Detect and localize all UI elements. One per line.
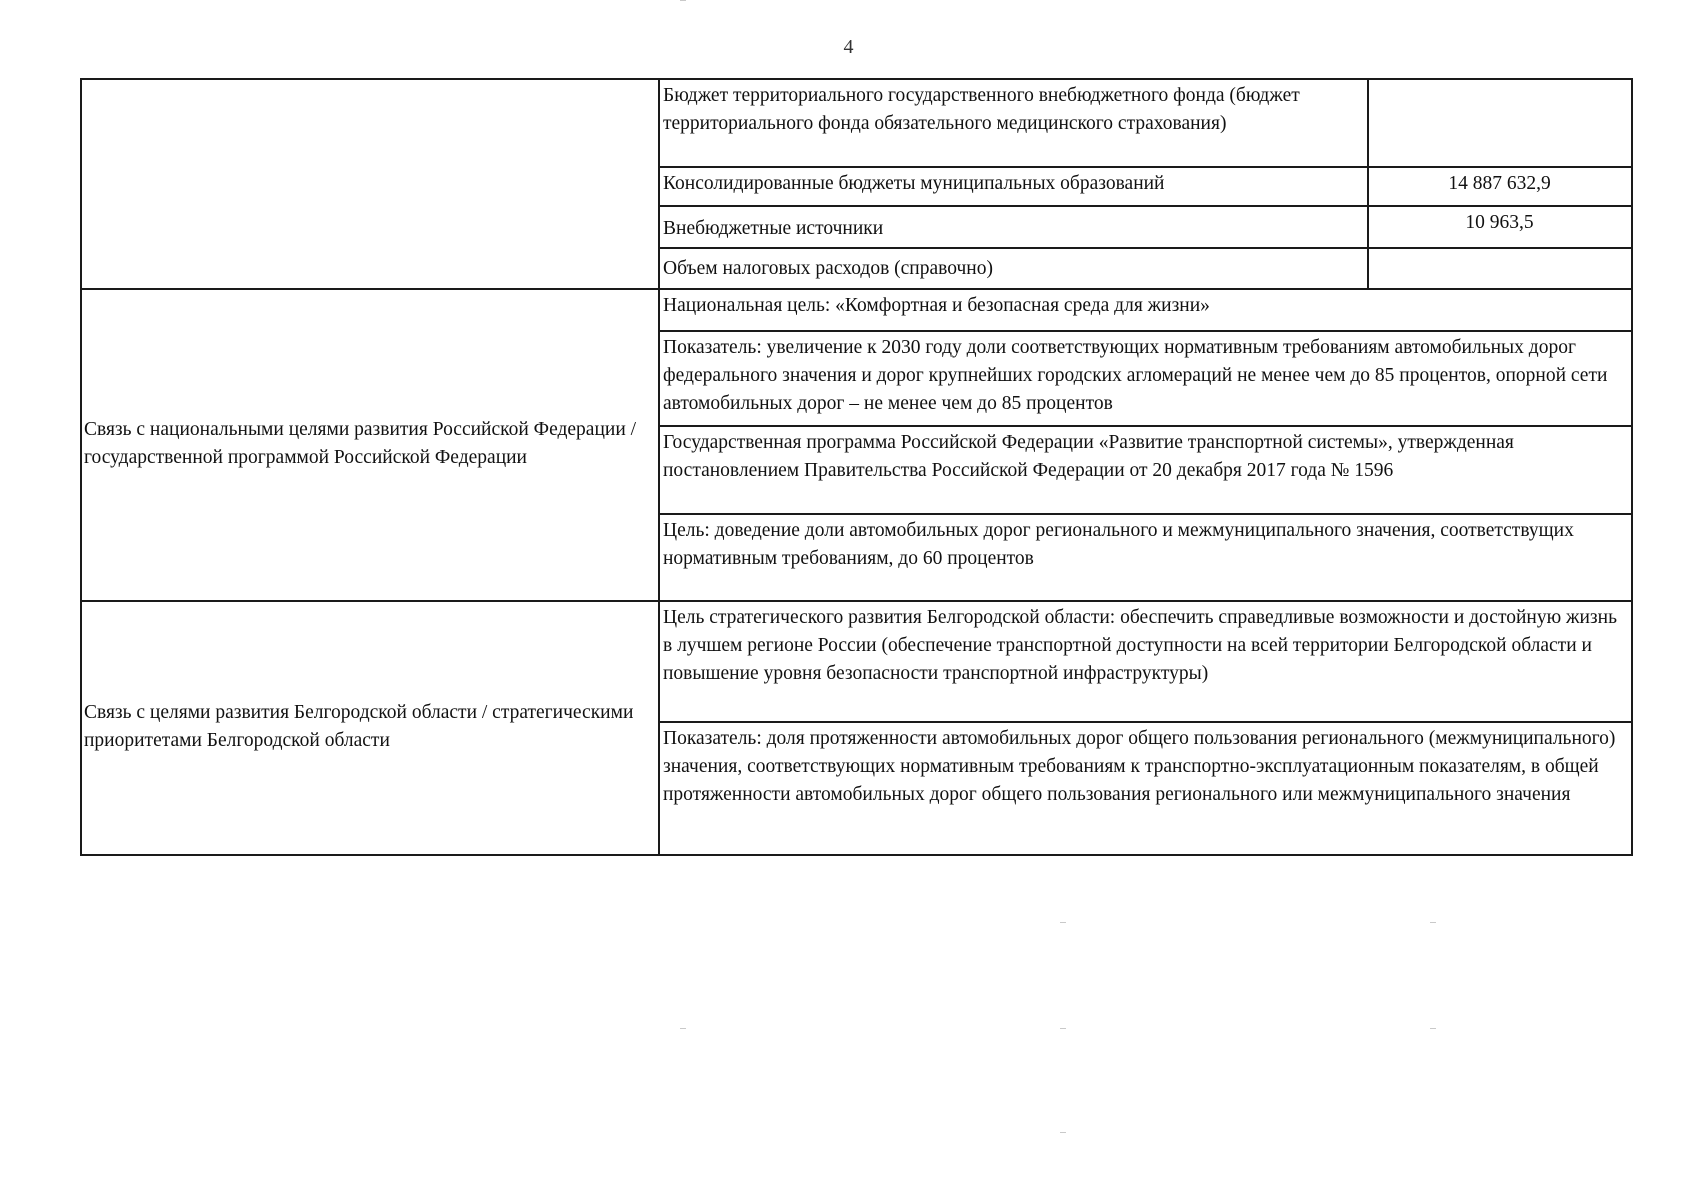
scan-artifact: [680, 1028, 686, 1029]
regional-goals-label: Связь с целями развития Белгородской области / стратегическими приоритетами Белгородской области: [81, 601, 659, 855]
page-number: 4: [843, 36, 854, 58]
funding-source-value: [1368, 248, 1632, 289]
scan-artifact: [1060, 1028, 1066, 1029]
passport-table: [80, 78, 1633, 856]
table-row: [81, 289, 1632, 331]
funding-source-label: Объем налоговых расходов (справочно): [659, 248, 1368, 289]
funding-source-label: Консолидированные бюджеты муниципальных образований: [659, 167, 1368, 206]
funding-source-value: 14 887 632,9: [1368, 167, 1632, 206]
national-indicator-cell: Показатель: увеличение к 2030 году доли соответствующих нормативным требованиям автомобильных дорог федерального значения и дорог крупнейших городских агломераций не менее чем до 85 процентов, опорной сети автомобильных дорог – не менее чем до 85 процентов: [659, 331, 1632, 426]
scan-artifact: [1060, 922, 1066, 923]
table-row: [81, 601, 1632, 722]
state-program-goal-cell: Цель: доведение доли автомобильных дорог регионального и межмуниципального значения, соответствущих нормативным требованиям, до 60 процентов: [659, 514, 1632, 601]
funding-source-value: [1368, 79, 1632, 167]
empty-label-cell: [81, 79, 659, 289]
scan-artifact: [680, 0, 686, 1]
state-program-cell: Государственная программа Российской Федерации «Развитие транспортной системы», утвержденная постановлением Правительства Российской Федерации от 20 декабря 2017 года № 1596: [659, 426, 1632, 514]
national-goal-cell: Национальная цель: «Комфортная и безопасная среда для жизни»: [659, 289, 1632, 331]
funding-source-label: Внебюджетные источники: [659, 206, 1368, 248]
funding-source-value: 10 963,5: [1368, 206, 1632, 248]
scan-artifact: [1430, 922, 1436, 923]
national-goals-label: Связь с национальными целями развития Российской Федерации / государственной программой Российской Федерации: [81, 289, 659, 601]
scan-artifact: [1430, 1028, 1436, 1029]
scan-artifact: [1060, 1132, 1066, 1133]
table-row: [81, 79, 1632, 167]
funding-source-label: Бюджет территориального государственного внебюджетного фонда (бюджет территориального фонда обязательного медицинского страхования): [659, 79, 1368, 167]
regional-indicator-cell: Показатель: доля протяженности автомобильных дорог общего пользования регионального (межмуниципального) значения, соответствующих нормативным требованиям к транспортно-эксплуатационным показателям, в общей протяженности автомобильных дорог общего пользования регионального или межмуниципального значения: [659, 722, 1632, 855]
regional-strategic-goal-cell: Цель стратегического развития Белгородской области: обеспечить справедливые возможности и достойную жизнь в лучшем регионе России (обеспечение транспортной доступности на всей территории Белгородской области и повышение уровня безопасности транспортной инфраструктуры): [659, 601, 1632, 722]
